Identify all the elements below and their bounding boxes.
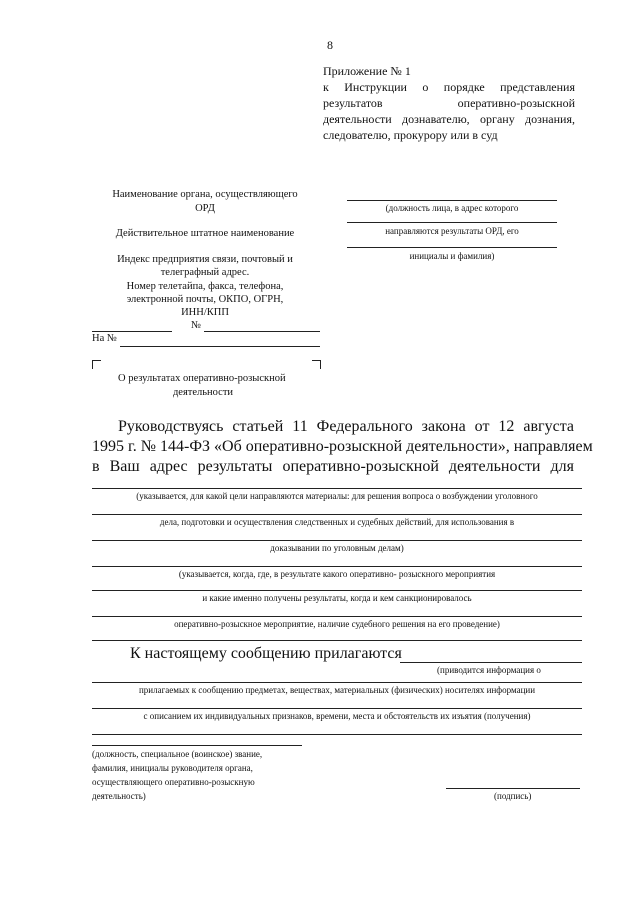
signature-line bbox=[446, 788, 580, 789]
appendix-line-3: деятельности дознавателю, органу дознания, bbox=[323, 112, 575, 126]
signature-position-1: (должность, специальное (воинское) звание, bbox=[92, 749, 263, 759]
address-line-2: телеграфный адрес. bbox=[160, 267, 250, 278]
org-name-line-2: ОРД bbox=[195, 203, 215, 214]
reply-to-label: На № bbox=[92, 333, 117, 344]
results-line-3 bbox=[92, 616, 582, 617]
attachments-hint-1: (приводится информация о bbox=[437, 665, 541, 675]
org-name-line-1: Наименование органа, осуществляющего bbox=[112, 189, 298, 200]
attachments-hint-3: с описанием их индивидуальных признаков, времени, места и обстоятельств их изъятия (получения) bbox=[143, 711, 531, 721]
recipient-hint-3: инициалы и фамилия) bbox=[409, 251, 495, 261]
signature-position-line bbox=[92, 745, 302, 746]
body-line-2: 1995 г. № 144-ФЗ «Об оперативно-розыскной деятельности», направляем bbox=[92, 438, 593, 455]
subject-line-2: деятельности bbox=[172, 387, 234, 398]
contacts-line-3: ИНН/КПП bbox=[181, 307, 229, 318]
outgoing-date-line bbox=[92, 331, 172, 332]
address-line-1: Индекс предприятия связи, почтовый и bbox=[117, 254, 293, 265]
appendix-title: Приложение № 1 bbox=[323, 64, 411, 78]
recipient-line-1 bbox=[347, 200, 557, 201]
recipient-hint-2: направляются результаты ОРД, его bbox=[385, 226, 519, 236]
page-number: 8 bbox=[327, 38, 333, 52]
signature-position-2: фамилия, инициалы руководителя органа, bbox=[92, 763, 253, 773]
appendix-line-1: к Инструкции о порядке представления bbox=[323, 80, 575, 94]
attachments-line-3 bbox=[92, 708, 582, 709]
purpose-line-2 bbox=[92, 514, 582, 515]
purpose-line-1 bbox=[92, 488, 582, 489]
purpose-hint-2: дела, подготовки и осуществления следственных и судебных действий, для использования в bbox=[159, 517, 515, 527]
staff-name: Действительное штатное наименование bbox=[115, 228, 295, 239]
appendix-line-2: результатов оперативно-розыскной bbox=[323, 96, 575, 110]
recipient-line-3 bbox=[347, 247, 557, 248]
contacts-line-1: Номер телетайпа, факса, телефона, bbox=[126, 281, 284, 292]
results-line-4 bbox=[92, 640, 582, 641]
subject-line-1: О результатах оперативно-розыскной bbox=[118, 373, 286, 384]
body-line-1: Руководствуясь статьей 11 Федерального закона от 12 августа bbox=[118, 418, 574, 435]
appendix-line-4: следователю, прокурору или в суд bbox=[323, 128, 498, 142]
attachments-line-1 bbox=[400, 662, 582, 663]
results-line-2 bbox=[92, 590, 582, 591]
purpose-line-3 bbox=[92, 540, 582, 541]
reply-to-line bbox=[120, 346, 320, 347]
purpose-hint-1: (указывается, для какой цели направляются материалы: для решения вопроса о возбуждении уголовного bbox=[136, 491, 538, 501]
contacts-line-2: электронной почты, ОКПО, ОГРН, bbox=[126, 294, 284, 305]
signature-position-3: осуществляющего оперативно-розыскную bbox=[92, 777, 255, 787]
results-hint-2: и какие именно получены результаты, когда и кем санкционировалось bbox=[202, 593, 472, 603]
results-hint-3: оперативно-розыскное мероприятие, наличие судебного решения на его проведение) bbox=[174, 619, 500, 629]
attachments-lead: К настоящему сообщению прилагаются bbox=[130, 645, 402, 662]
signature-position-4: деятельность) bbox=[92, 791, 146, 801]
purpose-hint-3: доказывании по уголовным делам) bbox=[270, 543, 404, 553]
body-line-3: в Ваш адрес результаты оперативно-розыскной деятельности для bbox=[92, 458, 574, 475]
outgoing-number-line bbox=[204, 331, 320, 332]
recipient-hint-1: (должность лица, в адрес которого bbox=[385, 203, 519, 213]
recipient-line-2 bbox=[347, 222, 557, 223]
outgoing-number-sign: № bbox=[191, 320, 202, 331]
subject-corner-right bbox=[312, 360, 321, 369]
subject-corner-left bbox=[92, 360, 101, 369]
attachments-hint-2: прилагаемых к сообщению предметах, веществах, материальных (физических) носителях информации bbox=[138, 685, 536, 695]
results-line-1 bbox=[92, 566, 582, 567]
attachments-line-4 bbox=[92, 734, 582, 735]
signature-hint: (подпись) bbox=[494, 791, 532, 801]
results-hint-1: (указывается, когда, где, в результате какого оперативно- розыскного мероприятия bbox=[178, 569, 496, 579]
attachments-line-2 bbox=[92, 682, 582, 683]
